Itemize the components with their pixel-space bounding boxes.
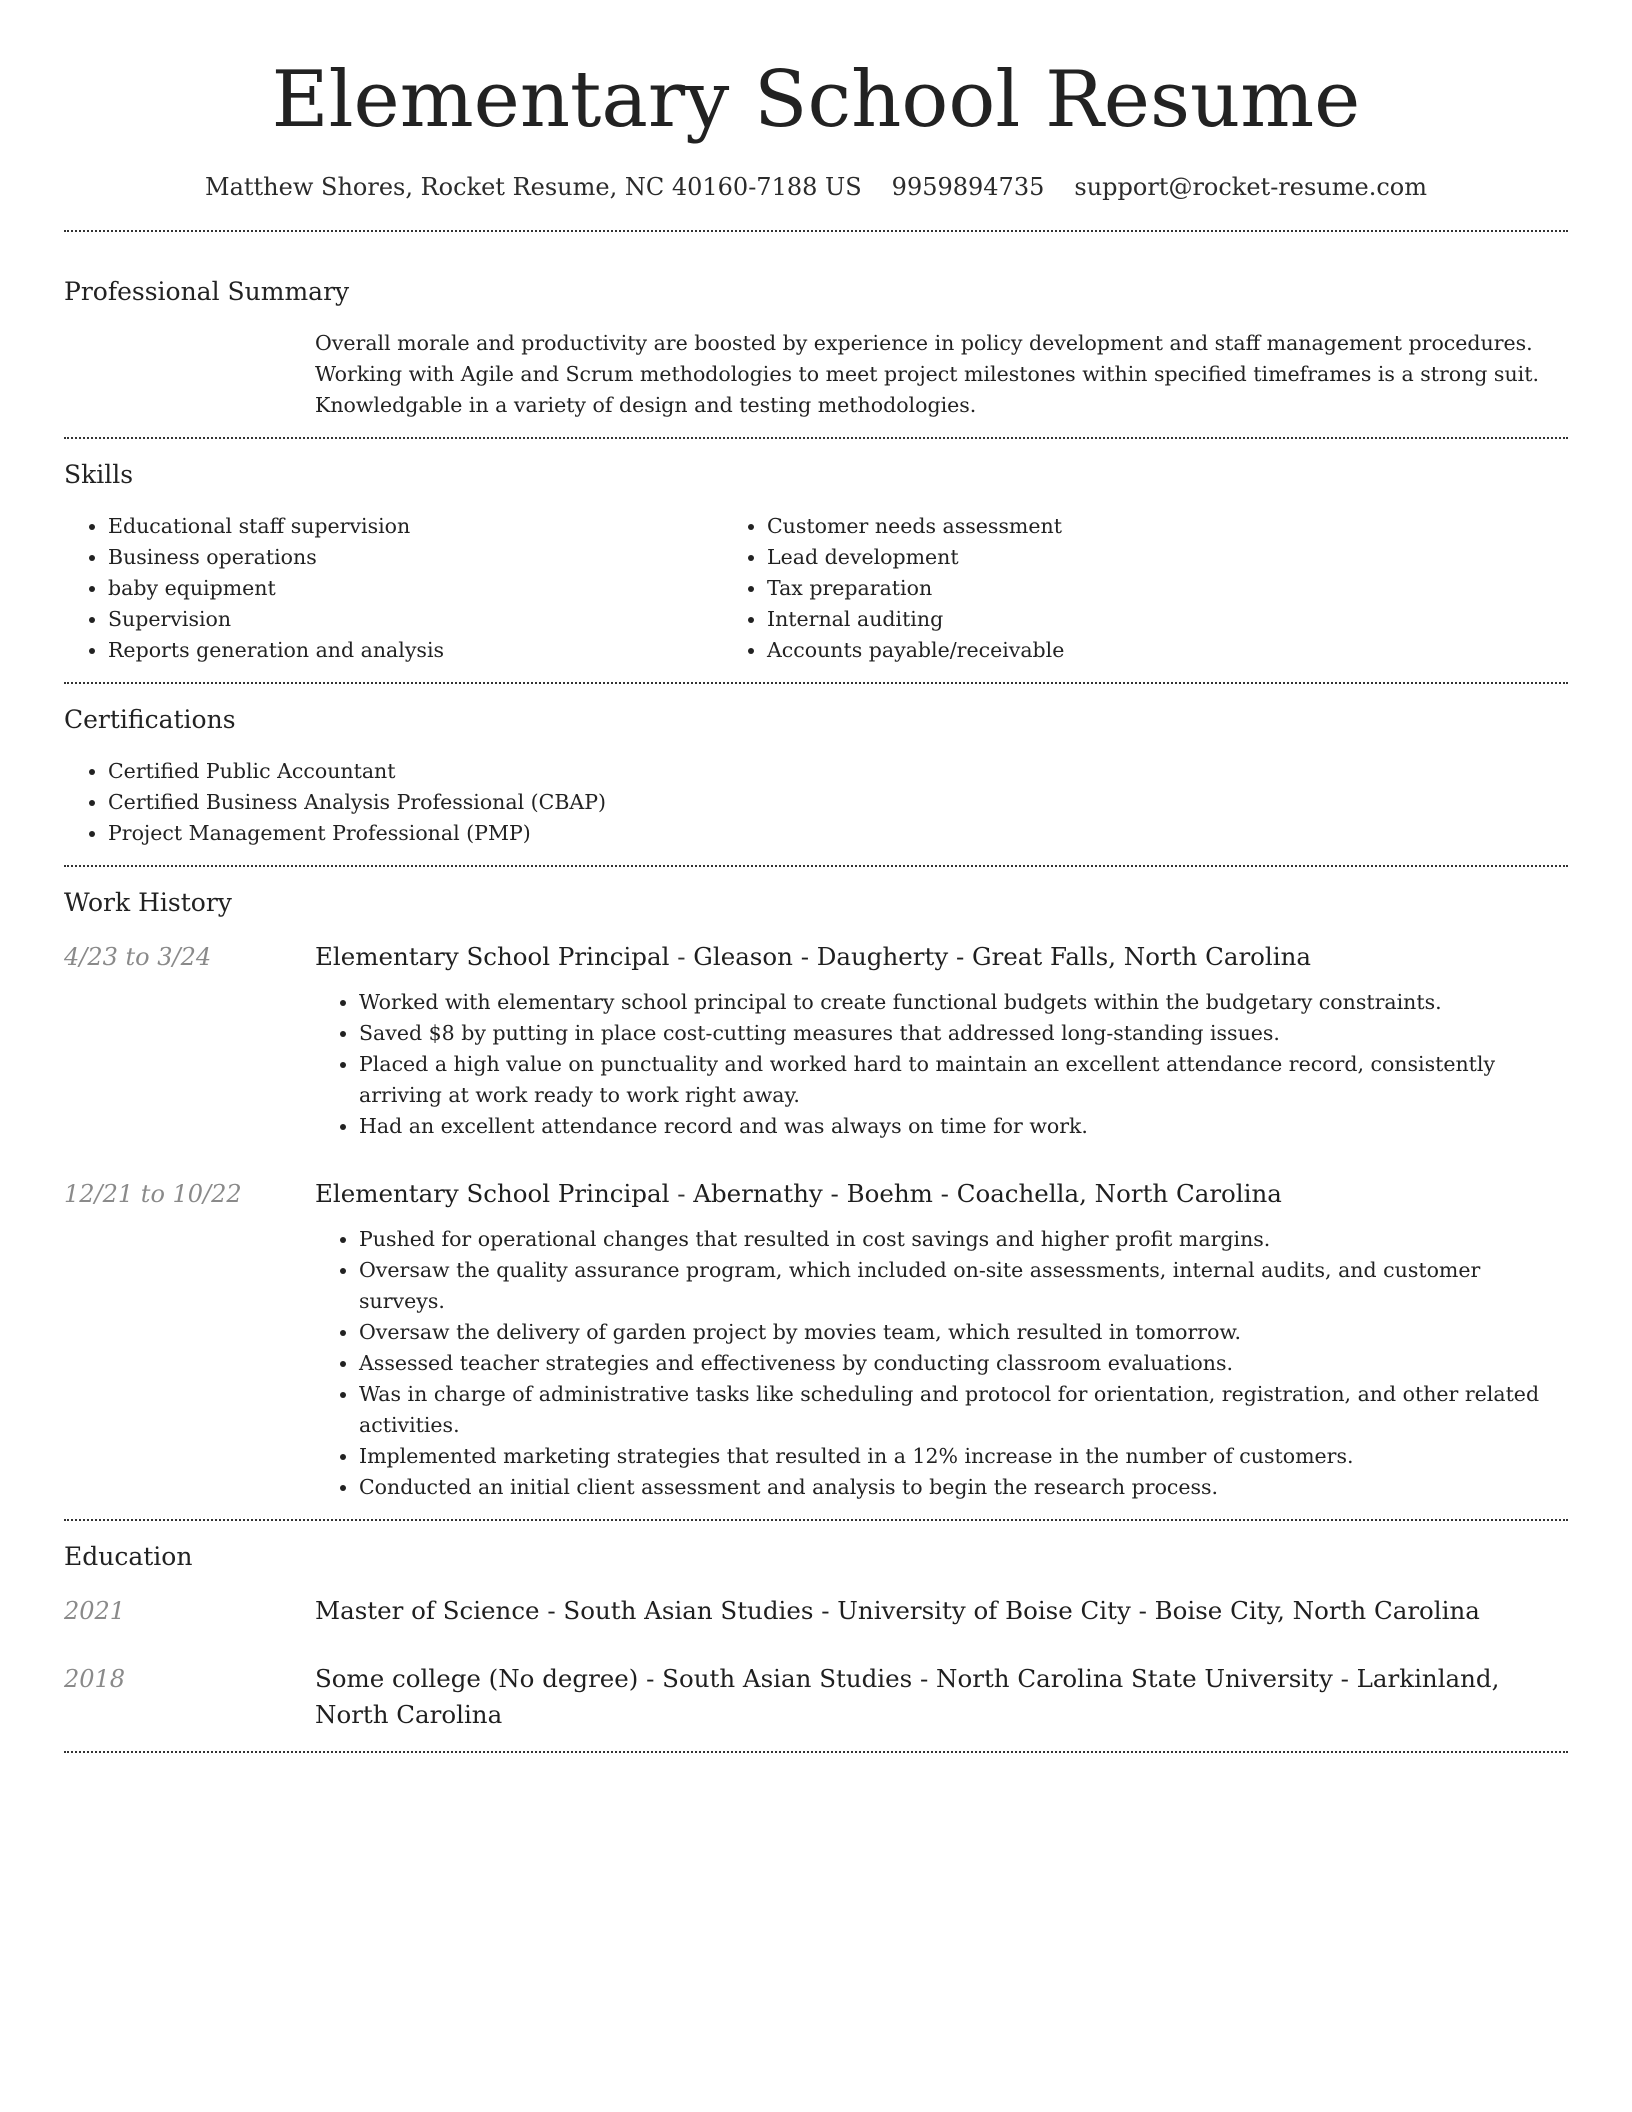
job-entry [64, 939, 1568, 1142]
job-bullets [315, 987, 1568, 1142]
certifications-section [64, 684, 1568, 849]
skill-item: • Lead development [767, 542, 1064, 573]
job-bullet: • Conducted an initial client assessment and analysis to begin the research process. [359, 1472, 1568, 1503]
summary-text: Overall morale and productivity are boosted by experience in policy development and staff management procedures. Working with Agile and Scrum methodologies to meet project milestones within specified timeframes is a strong suit. Knowledgable in a variety of design and testing methodologies. [315, 331, 1539, 417]
education-year: 2018 [64, 1665, 126, 1693]
certification-item: • Certified Public Accountant [108, 756, 1568, 787]
work-heading: Work History [64, 888, 232, 917]
skills-list-right [723, 511, 1064, 666]
job-bullet: • Saved $8 by putting in place cost-cutting measures that addressed long-standing issues. [359, 1018, 1568, 1049]
job-title: Elementary School Principal [315, 942, 670, 971]
job-bullet: • Implemented marketing strategies that resulted in a 12% increase in the number of customers. [359, 1441, 1568, 1472]
job-bullet: • Oversaw the delivery of garden project by movies team, which resulted in tomorrow. [359, 1317, 1568, 1348]
job-header: Elementary School Principal - Gleason - Daugherty - Great Falls, North Carolina [315, 942, 1311, 971]
job-bullet: • Pushed for operational changes that resulted in cost savings and higher profit margins. [359, 1224, 1568, 1255]
resume-title: Elementary School Resume [271, 55, 1361, 145]
education-year: 2021 [64, 1597, 126, 1625]
job-entry [64, 1176, 1568, 1503]
divider [64, 1751, 1568, 1753]
education-detail: Some college (No degree) - South Asian Studies - North Carolina State University - Larkinland, North Carolina [315, 1664, 1500, 1729]
skill-item: • Customer needs assessment [767, 511, 1064, 542]
job-bullet: • Was in charge of administrative tasks like scheduling and protocol for orientation, registration, and other related activities. [359, 1379, 1568, 1441]
skills-heading: Skills [64, 460, 134, 489]
education-entry [64, 1593, 1568, 1629]
job-bullet: • Had an excellent attendance record and was always on time for work. [359, 1111, 1568, 1142]
job-bullets [315, 1224, 1568, 1503]
education-entry [64, 1661, 1568, 1733]
skill-item: • Educational staff supervision [108, 511, 723, 542]
summary-heading: Professional Summary [64, 277, 350, 306]
skills-list-left [64, 511, 723, 666]
certifications-list [64, 756, 1568, 849]
job-dates: 12/21 to 10/22 [64, 1180, 242, 1208]
job-employer: Gleason - Daugherty - Great Falls, North Carolina [693, 942, 1311, 971]
contact-email: support@rocket-resume.com [1074, 173, 1427, 201]
skill-item: • Accounts payable/receivable [767, 635, 1064, 666]
skill-item: • baby equipment [108, 573, 723, 604]
job-bullet: • Assessed teacher strategies and effectiveness by conducting classroom evaluations. [359, 1348, 1568, 1379]
contact-address: Matthew Shores, Rocket Resume, NC 40160-7188 US [205, 173, 862, 201]
job-employer: Abernathy - Boehm - Coachella, North Carolina [693, 1179, 1282, 1208]
contact-line [64, 170, 1568, 204]
job-bullet: • Placed a high value on punctuality and worked hard to maintain an excellent attendance record, consistently arriving at work ready to work right away. [359, 1049, 1568, 1111]
contact-phone: 9959894735 [891, 173, 1045, 201]
certification-item: • Project Management Professional (PMP) [108, 818, 1568, 849]
work-section [64, 867, 1568, 1503]
skill-item: • Business operations [108, 542, 723, 573]
education-detail: Master of Science - South Asian Studies - University of Boise City - Boise City, North Carolina [315, 1596, 1480, 1625]
certification-item: • Certified Business Analysis Professional (CBAP) [108, 787, 1568, 818]
job-title: Elementary School Principal [315, 1179, 670, 1208]
skill-item: • Internal auditing [767, 604, 1064, 635]
job-bullet: • Oversaw the quality assurance program, which included on-site assessments, internal audits, and customer surveys. [359, 1255, 1568, 1317]
skills-section [64, 439, 1568, 666]
job-header: Elementary School Principal - Abernathy - Boehm - Coachella, North Carolina [315, 1179, 1282, 1208]
skill-item: • Reports generation and analysis [108, 635, 723, 666]
education-section [64, 1521, 1568, 1733]
job-bullet: • Worked with elementary school principal to create functional budgets within the budgetary constraints. [359, 987, 1568, 1018]
skill-item: • Tax preparation [767, 573, 1064, 604]
certifications-heading: Certifications [64, 705, 236, 734]
education-heading: Education [64, 1542, 193, 1571]
summary-section [64, 232, 1568, 421]
skill-item: • Supervision [108, 604, 723, 635]
job-dates: 4/23 to 3/24 [64, 943, 212, 971]
